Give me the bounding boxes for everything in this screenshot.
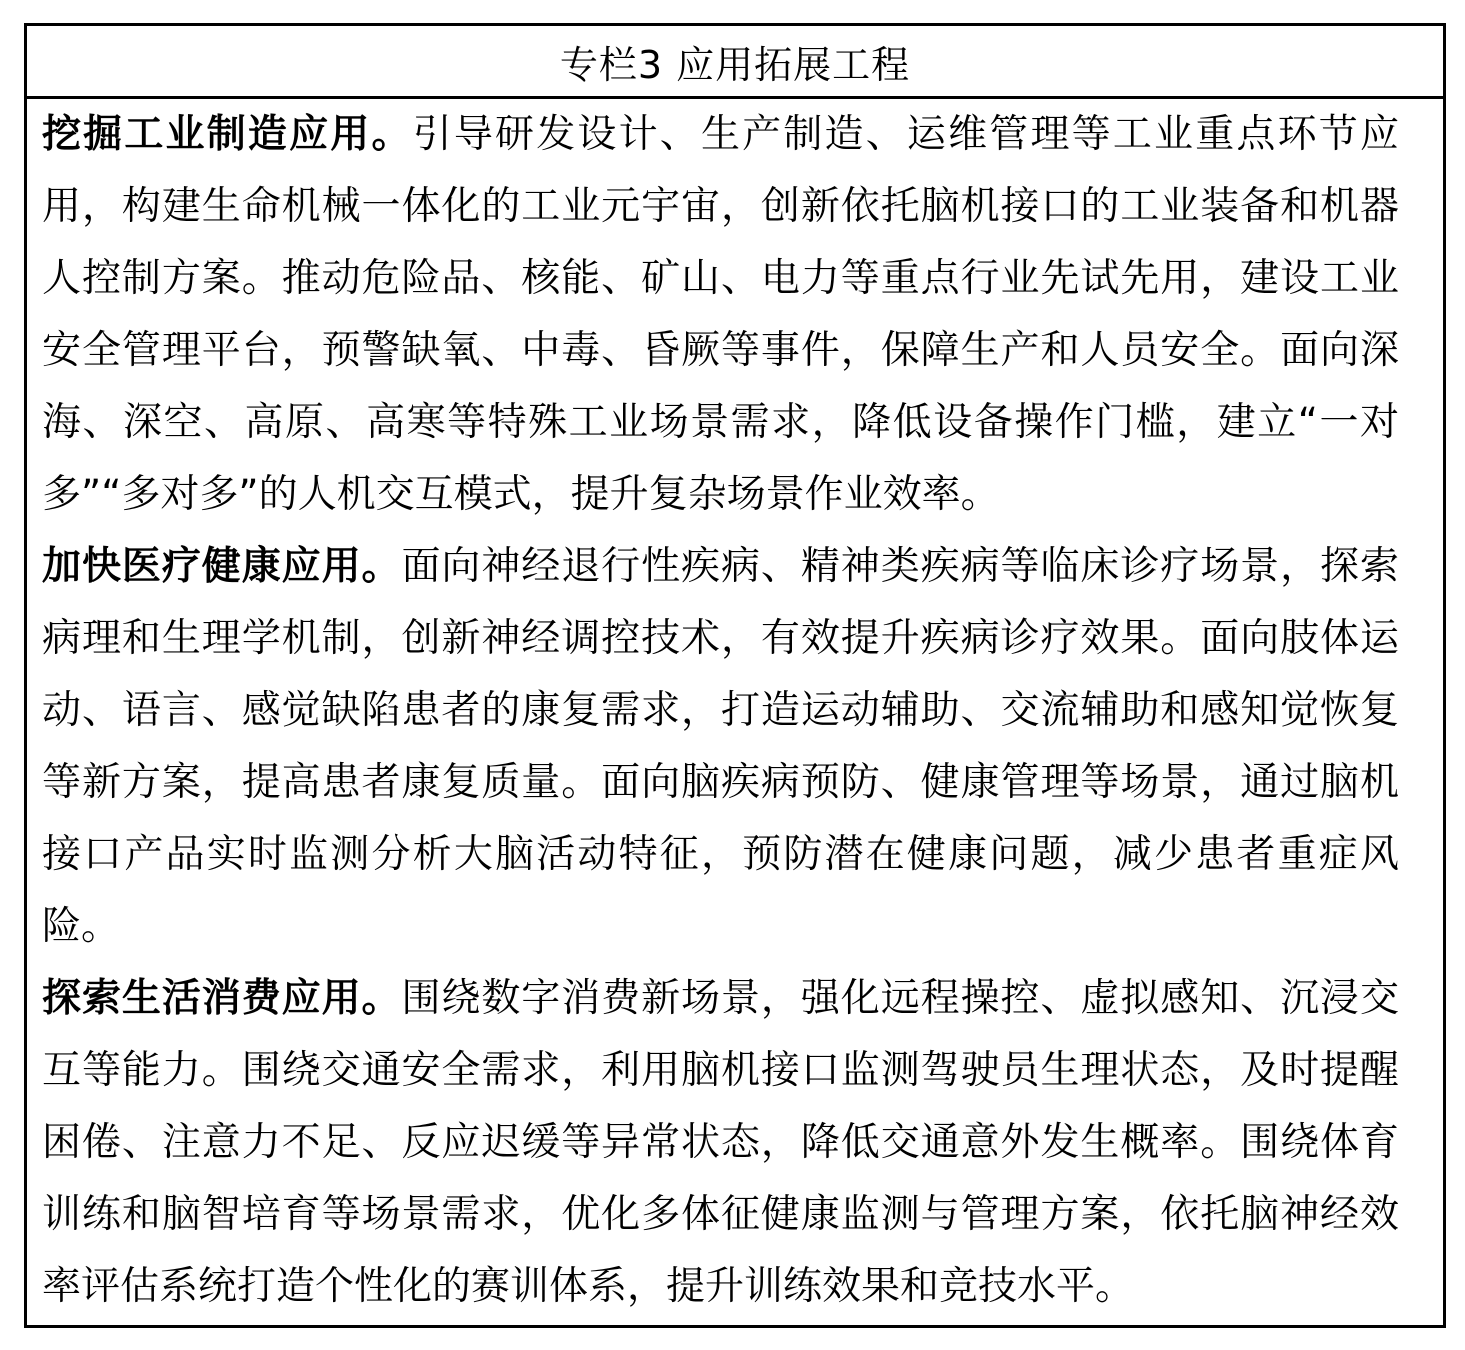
line-text: 人控制方案。推动危险品、核能、矿山、电力等重点行业先试先用，建设工业 bbox=[42, 256, 1399, 301]
line-text: 互等能力。围绕交通安全需求，利用脑机接口监测驾驶员生理状态，及时提醒 bbox=[42, 1048, 1399, 1093]
text-line bbox=[42, 891, 1399, 963]
line-text: 率评估系统打造个性化的赛训体系，提升训练效果和竞技水平。 bbox=[42, 1264, 1135, 1309]
box-title: 专栏3 应用拓展工程 bbox=[27, 26, 1443, 99]
text-line bbox=[42, 99, 1399, 171]
line-text: 安全管理平台，预警缺氧、中毒、昏厥等事件，保障生产和人员安全。面向深 bbox=[42, 328, 1399, 373]
line-text: 动、语言、感觉缺陷患者的康复需求，打造运动辅助、交流辅助和感知觉恢复 bbox=[42, 688, 1399, 733]
line-text: 病理和生理学机制，创新神经调控技术，有效提升疾病诊疗效果。面向肢体运 bbox=[42, 616, 1399, 661]
line-text: 险。 bbox=[42, 904, 121, 949]
text-line bbox=[42, 315, 1399, 387]
line-text: 面向神经退行性疾病、精神类疾病等临床诊疗场景，探索 bbox=[401, 544, 1399, 589]
line-text: 接口产品实时监测分析大脑活动特征，预防潜在健康问题，减少患者重症风 bbox=[42, 832, 1399, 877]
paragraph-lead: 探索生活消费应用。 bbox=[42, 976, 402, 1021]
line-text: 多”“多对多”的人机交互模式，提升复杂场景作业效率。 bbox=[42, 472, 1000, 517]
text-line bbox=[42, 1179, 1399, 1251]
text-line bbox=[42, 819, 1399, 891]
paragraph-lead: 挖掘工业制造应用。 bbox=[42, 112, 413, 157]
text-line bbox=[42, 675, 1399, 747]
line-text: 引导研发设计、生产制造、运维管理等工业重点环节应 bbox=[412, 112, 1399, 157]
column-box bbox=[24, 23, 1446, 1328]
line-text: 等新方案，提高患者康复质量。面向脑疾病预防、健康管理等场景，通过脑机 bbox=[42, 760, 1399, 805]
text-line bbox=[42, 459, 1399, 531]
text-line bbox=[42, 603, 1399, 675]
text-line bbox=[42, 243, 1399, 315]
text-line bbox=[42, 1251, 1399, 1323]
text-line bbox=[42, 747, 1399, 819]
text-line bbox=[42, 387, 1399, 459]
text-line bbox=[42, 1107, 1399, 1179]
text-line bbox=[42, 531, 1399, 603]
box-body bbox=[27, 99, 1443, 1325]
line-text: 围绕数字消费新场景，强化远程操控、虚拟感知、沉浸交 bbox=[401, 976, 1399, 1021]
line-text: 训练和脑智培育等场景需求，优化多体征健康监测与管理方案，依托脑神经效 bbox=[42, 1192, 1399, 1237]
line-text: 用，构建生命机械一体化的工业元宇宙，创新依托脑机接口的工业装备和机器 bbox=[42, 184, 1399, 229]
text-line bbox=[42, 1035, 1399, 1107]
text-line bbox=[42, 171, 1399, 243]
line-text: 困倦、注意力不足、反应迟缓等异常状态，降低交通意外发生概率。围绕体育 bbox=[42, 1120, 1399, 1165]
line-text: 海、深空、高原、高寒等特殊工业场景需求，降低设备操作门槛，建立“一对 bbox=[42, 400, 1399, 445]
paragraph-lead: 加快医疗健康应用。 bbox=[42, 544, 402, 589]
text-line bbox=[42, 963, 1399, 1035]
